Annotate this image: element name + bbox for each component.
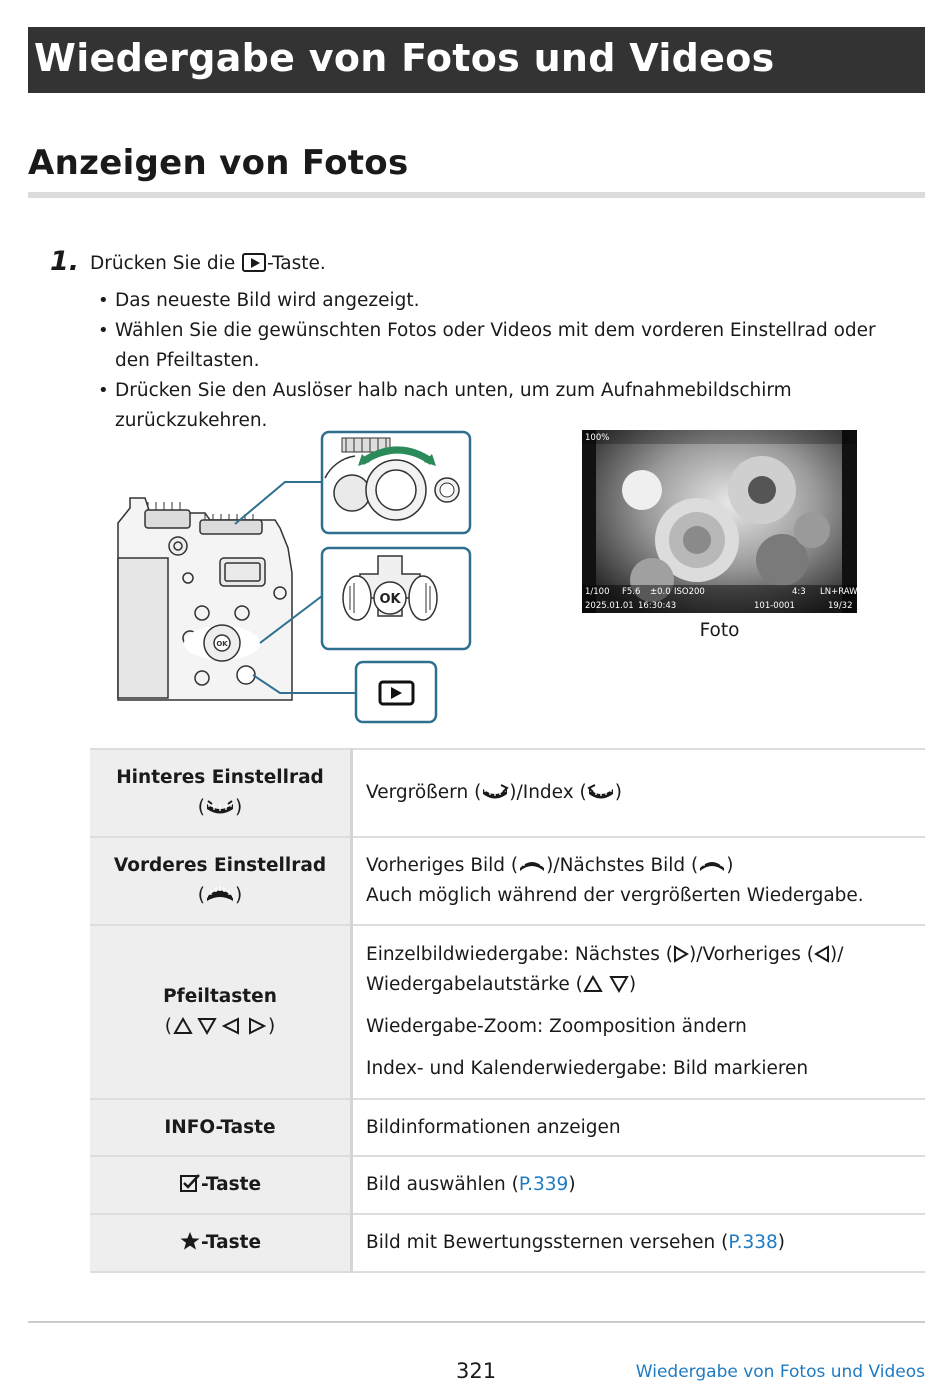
row-value: [352, 1156, 926, 1214]
bullet-item: • Drücken Sie den Auslöser halb nach unten, um zum Aufnahmebildschirm zurückzukehren.: [98, 376, 908, 436]
row-value: [352, 749, 926, 837]
share-order-icon: [179, 1173, 201, 1193]
exposure-value: ±0.0: [650, 587, 671, 597]
front-dial-label: Vorderes Einstellrad: [113, 855, 327, 876]
close-paren: ): [726, 855, 734, 876]
bullet-item: • Das neueste Bild wird angezeigt.: [98, 286, 908, 316]
aperture-value: F5.6: [622, 587, 641, 597]
photo-caption: Foto: [699, 620, 740, 641]
volume-text: Wiedergabelautstärke (: [366, 974, 583, 995]
star-icon: [179, 1231, 201, 1251]
step-text: [90, 253, 326, 274]
frame-counter: 19/32: [828, 601, 853, 611]
row-value: [352, 837, 926, 925]
row-value: [352, 1214, 926, 1272]
shutter-speed: 1/100: [585, 587, 610, 597]
table-row: [90, 1156, 925, 1214]
zoom-text: Vergrößern (: [366, 782, 482, 803]
section-title: Anzeigen von Fotos: [28, 143, 409, 183]
camera-illustration: [110, 428, 480, 728]
button-suffix: -Taste: [200, 1174, 262, 1195]
previous-image-text: Vorheriges Bild (: [366, 855, 519, 876]
close-paren: ): [777, 1232, 786, 1253]
front-dial-icon: [205, 886, 235, 904]
section-divider: [28, 192, 925, 198]
footer-divider: [28, 1321, 925, 1323]
photo-screen: [582, 430, 857, 613]
row-key: Pfeiltasten ( ): [90, 925, 352, 1099]
svg-text:OK: OK: [379, 592, 401, 607]
row-key: [90, 1156, 352, 1214]
row-value: Bildinformationen anzeigen: [352, 1099, 926, 1156]
camera-body-icon: [118, 498, 292, 700]
row-key: Hinteres Einstellrad ( ): [90, 749, 352, 837]
playback-photo: [582, 430, 857, 617]
chapter-title: Wiedergabe von Fotos und Videos: [28, 27, 925, 93]
iso-value: ISO200: [674, 587, 705, 597]
capture-time: 16:30:43: [638, 601, 677, 611]
play-button-icon: [242, 253, 266, 272]
zoom-position-text: Wiedergabe-Zoom: Zoomposition ändern: [366, 1016, 747, 1037]
rating-text: Bild mit Bewertungssternen versehen (: [366, 1232, 729, 1253]
arrow-right-icon: [673, 945, 689, 963]
bullet-item: • Wählen Sie die gewünschten Fotos oder Videos mit dem vorderen Einstellrad oder den Pfeiltasten.: [98, 316, 908, 376]
front-dial-left-icon: [518, 856, 546, 874]
close-paren: ): [568, 1174, 576, 1195]
table-row: [90, 749, 925, 837]
table-row: [90, 1214, 925, 1272]
close-paren: ): [628, 974, 637, 995]
step-text-after: -Taste.: [267, 253, 326, 274]
rear-dial-right-icon: [481, 783, 509, 801]
operations-table: [90, 748, 925, 1273]
step-number: 1.: [50, 246, 80, 277]
arrow-keys-label: Pfeiltasten: [163, 986, 277, 1007]
footer-section-link[interactable]: Wiedergabe von Fotos und Videos: [635, 1362, 925, 1382]
rear-dial-label: Hinteres Einstellrad: [116, 767, 324, 788]
table-row: [90, 837, 925, 925]
play-button-callout: [356, 662, 436, 722]
page-link-339[interactable]: P.339: [518, 1174, 569, 1195]
arrow-left-icon: [814, 945, 830, 963]
arrow-keys-icon: [172, 1017, 268, 1035]
zoom-note: Auch möglich während der vergrößerten Wiedergabe.: [366, 885, 864, 906]
svg-text:OK: OK: [216, 640, 228, 648]
rear-dial-left-icon: [587, 783, 615, 801]
file-number: 101-0001: [754, 601, 795, 611]
single-next-text: Einzelbildwiedergabe: Nächstes (: [366, 944, 674, 965]
info-label: INFO: [164, 1116, 216, 1138]
rear-dial-callout: [322, 432, 470, 533]
index-calendar-text: Index- und Kalenderwiedergabe: Bild markieren: [366, 1058, 809, 1079]
battery-level: 100%: [585, 433, 610, 443]
button-suffix: -Taste: [200, 1232, 262, 1253]
image-quality: LN+RAW: [820, 587, 857, 597]
separator: )/: [830, 944, 844, 965]
row-value: [352, 925, 926, 1099]
page-link-338[interactable]: P.338: [728, 1232, 778, 1253]
capture-date: 2025.01.01: [585, 601, 634, 611]
select-image-text: Bild auswählen (: [366, 1174, 519, 1195]
button-suffix: -Taste: [215, 1116, 276, 1138]
bullet-list: [98, 286, 908, 436]
row-key: Vorderes Einstellrad ( ): [90, 837, 352, 925]
arrow-pad-callout: [322, 548, 470, 649]
aspect-ratio: 4:3: [792, 587, 806, 597]
next-image-text: )/Nächstes Bild (: [546, 855, 699, 876]
single-previous-text: )/Vorheriges (: [689, 944, 814, 965]
table-row: [90, 925, 925, 1099]
index-text: )/Index (: [509, 782, 587, 803]
table-row: [90, 1099, 925, 1156]
arrow-up-down-icon: [583, 975, 629, 993]
step-text-before: Drücken Sie die: [90, 253, 242, 274]
front-dial-right-icon: [698, 856, 726, 874]
row-key: [90, 1099, 352, 1156]
page-number: 321: [456, 1359, 497, 1383]
rear-dial-icon: [205, 798, 235, 816]
row-key: [90, 1214, 352, 1272]
close-paren: ): [614, 782, 622, 803]
